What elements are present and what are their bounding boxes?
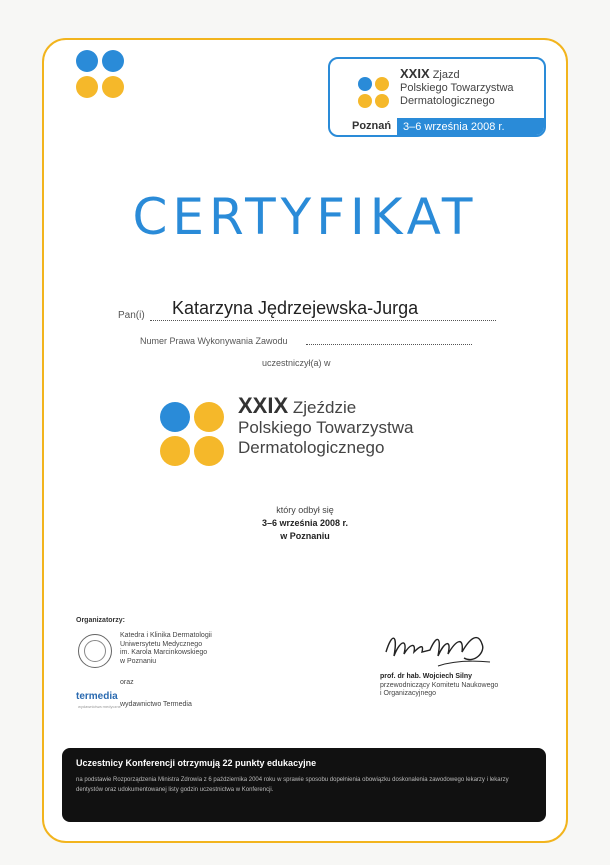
event-line1: Zjazd: [432, 69, 460, 81]
congress-number: XXIX: [238, 393, 289, 418]
signer-role1: przewodniczący Komitetu Naukowego: [380, 681, 499, 689]
termedia-logo: termedia: [76, 691, 118, 702]
event-line3: Dermatologicznego: [400, 95, 495, 107]
organizer-university: [120, 632, 212, 666]
congress-line3: Dermatologicznego: [238, 438, 385, 457]
when-line1: który odbył się: [276, 505, 334, 515]
event-info-box: [328, 57, 546, 137]
signature-image: [378, 622, 498, 672]
event-dates: 3–6 września 2008 r.: [397, 118, 546, 137]
license-dotted-line: [306, 344, 472, 345]
event-line2: Polskiego Towarzystwa: [400, 82, 514, 94]
organizer-publisher: wydawnictwo Termedia: [120, 701, 192, 708]
name-dotted-line: [150, 320, 496, 321]
congress-line1: Zjeździe: [292, 398, 357, 417]
when-place: w Poznaniu: [280, 531, 330, 541]
signer-name: prof. dr hab. Wojciech Silny: [380, 673, 473, 680]
event-logo-icon: [358, 77, 390, 109]
certificate-title: CERTYFIKAT: [132, 188, 478, 246]
congress-logo-icon: [160, 402, 226, 468]
event-title: [400, 67, 514, 108]
org1-line: Katedra i Klinika Dermatologii: [120, 632, 212, 639]
event-city: Poznań: [352, 120, 392, 132]
notice-title: Uczestnicy Konferencji otrzymują 22 punkty edukacyjne: [76, 758, 317, 768]
org1-line: Uniwersytetu Medycznego: [120, 640, 203, 648]
oraz-label: oraz: [120, 679, 134, 686]
congress-line2: Polskiego Towarzystwa: [238, 418, 414, 437]
recipient-prefix: Pan(i): [118, 310, 145, 321]
notice-text: na podstawie Rozporządzenia Ministra Zdrowia z 6 października 2004 roku w sprawie sposobu dopełnienia obowiązku doskonalenia zawodowego lekarzy i lekarzy dentystów oraz udokumentowanej listy godzin uczestnictwa w Konferencji.: [76, 777, 509, 793]
org1-line: w Poznaniu: [120, 657, 157, 665]
license-label: Numer Prawa Wykonywania Zawodu: [140, 336, 288, 346]
congress-name: [238, 393, 414, 458]
education-points-notice: [62, 748, 546, 822]
recipient-name: Katarzyna Jędrzejewska-Jurga: [172, 298, 419, 318]
congress-when: [0, 504, 610, 543]
attended-label: uczestniczył(a) w: [262, 358, 331, 368]
signer-role2: i Organizacyjnego: [380, 690, 437, 697]
signer-block: [380, 673, 498, 699]
recipient-row: [118, 298, 498, 322]
when-dates: 3–6 września 2008 r.: [261, 518, 349, 528]
org1-line: im. Karola Marcinkowskiego: [120, 649, 208, 656]
termedia-logo-sub: wydawnictwa medyczne: [78, 704, 121, 709]
society-logo-icon: [76, 50, 124, 98]
organizers-heading: Organizatorzy:: [76, 617, 126, 624]
university-seal-icon: [78, 634, 112, 668]
event-number: XXIX: [400, 66, 430, 81]
